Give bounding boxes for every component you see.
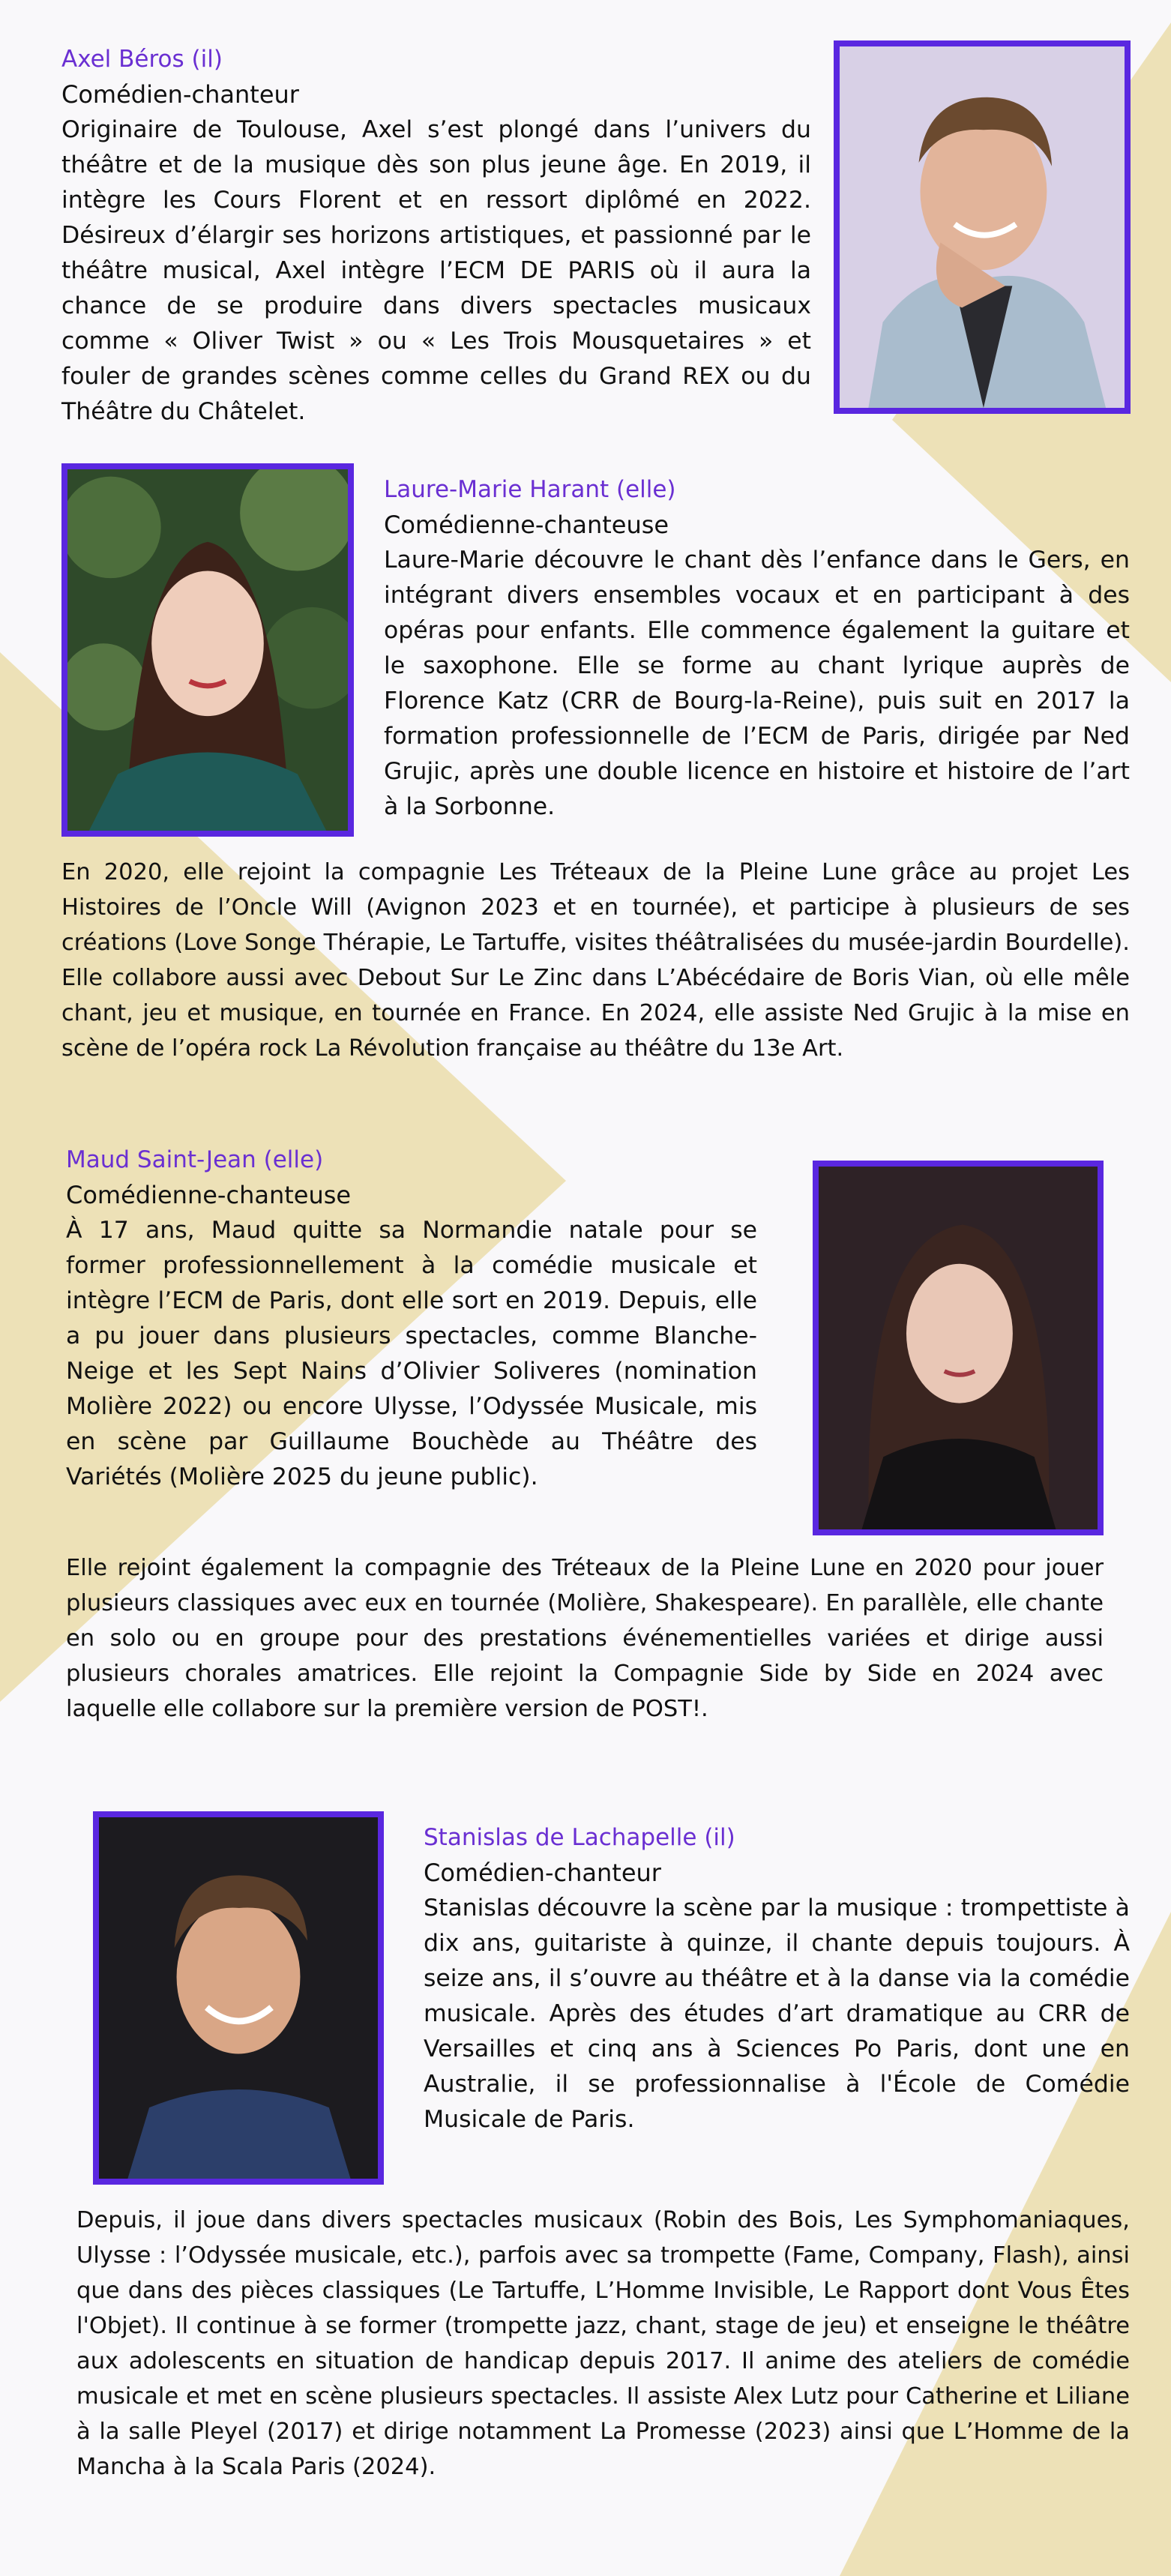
profile-role: Comédienne-chanteuse: [66, 1181, 352, 1209]
profile-name: Axel Béros (il): [61, 46, 223, 73]
profile-role: Comédien-chanteur: [61, 80, 299, 109]
profile-role: Comédien-chanteur: [424, 1859, 661, 1887]
profile-laure-marie: [384, 472, 1130, 825]
profile-bio: À 17 ans, Maud quitte sa Normandie natale pour se former professionnellement à la comédie musicale et intègre l’ECM de Paris, dont elle sort en 2019. Depuis, elle a pu jouer dans plusieurs spectacles, comme Blanche-Neige et les Sept Nains d’Olivier Soliveres (nomination Molière 2022) ou encore Ulysse, l’Odyssée Musicale, mis en scène par Guillaume Bouchède au Théâtre des Variétés (Molière 2025 du jeune public).: [66, 1217, 757, 1490]
profile-stanislas-more: [76, 2203, 1130, 2485]
profile-role: Comédienne-chanteuse: [384, 511, 669, 539]
profile-bio: Laure-Marie découvre le chant dès l’enfance dans le Gers, en intégrant divers ensembles vocaux et en participant à des opéras pour enfants. Elle commence également la guitare et le saxophone. Elle se forme au chant lyrique auprès de Florence Katz (CRR de Bourg-la-Reine), puis suit en 2017 la formation professionnelle de l’ECM de Paris, dirigée par Ned Grujic, après une double licence en histoire et histoire de l’art à la Sorbonne.: [384, 547, 1130, 820]
profile-maud: [66, 1143, 757, 1495]
portrait-photo-axel: [834, 40, 1131, 414]
profile-axel: [61, 42, 811, 430]
profile-stanislas: [424, 1820, 1130, 2137]
profile-laure-marie-more: [61, 855, 1130, 1066]
portrait-photo-maud: [813, 1161, 1104, 1535]
profile-bio: Stanislas découvre la scène par la musique : trompettiste à dix ans, guitariste à quinze, il chante depuis toujours. À seize ans, il s’ouvre au théâtre et à la danse via la comédie musicale. Après des études d’art dramatique au CRR de Versailles et cinq ans à Sciences Po Paris, dont une en Australie, il se professionnalise à l'École de Comédie Musicale de Paris.: [424, 1895, 1130, 2133]
portrait-photo-laure-marie: [61, 463, 354, 837]
profile-bio-more: Elle rejoint également la compagnie des Tréteaux de la Pleine Lune en 2020 pour jouer plusieurs classiques avec eux en tournée (Molière, Shakespeare). En parallèle, elle chante en solo ou en groupe pour des prestations événementielles variées et dirige aussi plusieurs chorales amatrices. Elle rejoint la Compagnie Side by Side en 2024 avec laquelle elle collabore sur la première version de POST!.: [66, 1555, 1104, 1722]
profile-name: Laure-Marie Harant (elle): [384, 476, 676, 503]
profile-name: Maud Saint-Jean (elle): [66, 1146, 324, 1173]
profile-maud-more: [66, 1550, 1104, 1727]
profile-bio-more: Depuis, il joue dans divers spectacles musicaux (Robin des Bois, Les Symphomaniaques, Ulysse : l’Odyssée musicale, etc.), parfois avec sa trompette (Fame, Company, Flash), ainsi que dans des pièces classiques (Le Tartuffe, L’Homme Invisible, Le Rapport dont Vous Êtes l'Objet). Il continue à se former (trompette jazz, chant, stage de jeu) et enseigne le théâtre aux adolescents en situation de handicap depuis 2017. Il anime des ateliers de comédie musicale et met en scène plusieurs spectacles. Il assiste Alex Lutz pour Catherine et Liliane à la salle Pleyel (2017) et dirige notamment La Promesse (2023) ainsi que L’Homme de la Mancha à la Scala Paris (2024).: [76, 2207, 1130, 2480]
portrait-photo-stanislas: [93, 1811, 384, 2185]
profile-bio-more: En 2020, elle rejoint la compagnie Les Tréteaux de la Pleine Lune grâce au projet Les Histoires de l’Oncle Will (Avignon 2023 et en tournée), et participe à plusieurs de ses créations (Love Songe Thérapie, Le Tartuffe, visites théâtralisées du musée-jardin Bourdelle). Elle collabore aussi avec Debout Sur Le Zinc dans L’Abécédaire de Boris Vian, où elle mêle chant, jeu et musique, en tournée en France. En 2024, elle assiste Ned Grujic à la mise en scène de l’opéra rock La Révolution française au théâtre du 13e Art.: [61, 859, 1130, 1062]
profile-name: Stanislas de Lachapelle (il): [424, 1824, 735, 1851]
profile-bio: Originaire de Toulouse, Axel s’est plongé dans l’univers du théâtre et de la musique dès son plus jeune âge. En 2019, il intègre les Cours Florent et en ressort diplômé en 2022. Désireux d’élargir ses horizons artistiques, et passionné par le théâtre musical, Axel intègre l’ECM DE PARIS où il aura la chance de se produire dans divers spectacles musicaux comme « Oliver Twist » ou « Les Trois Mousquetaires » et fouler de grandes scènes comme celles du Grand REX ou du Théâtre du Châtelet.: [61, 116, 811, 425]
